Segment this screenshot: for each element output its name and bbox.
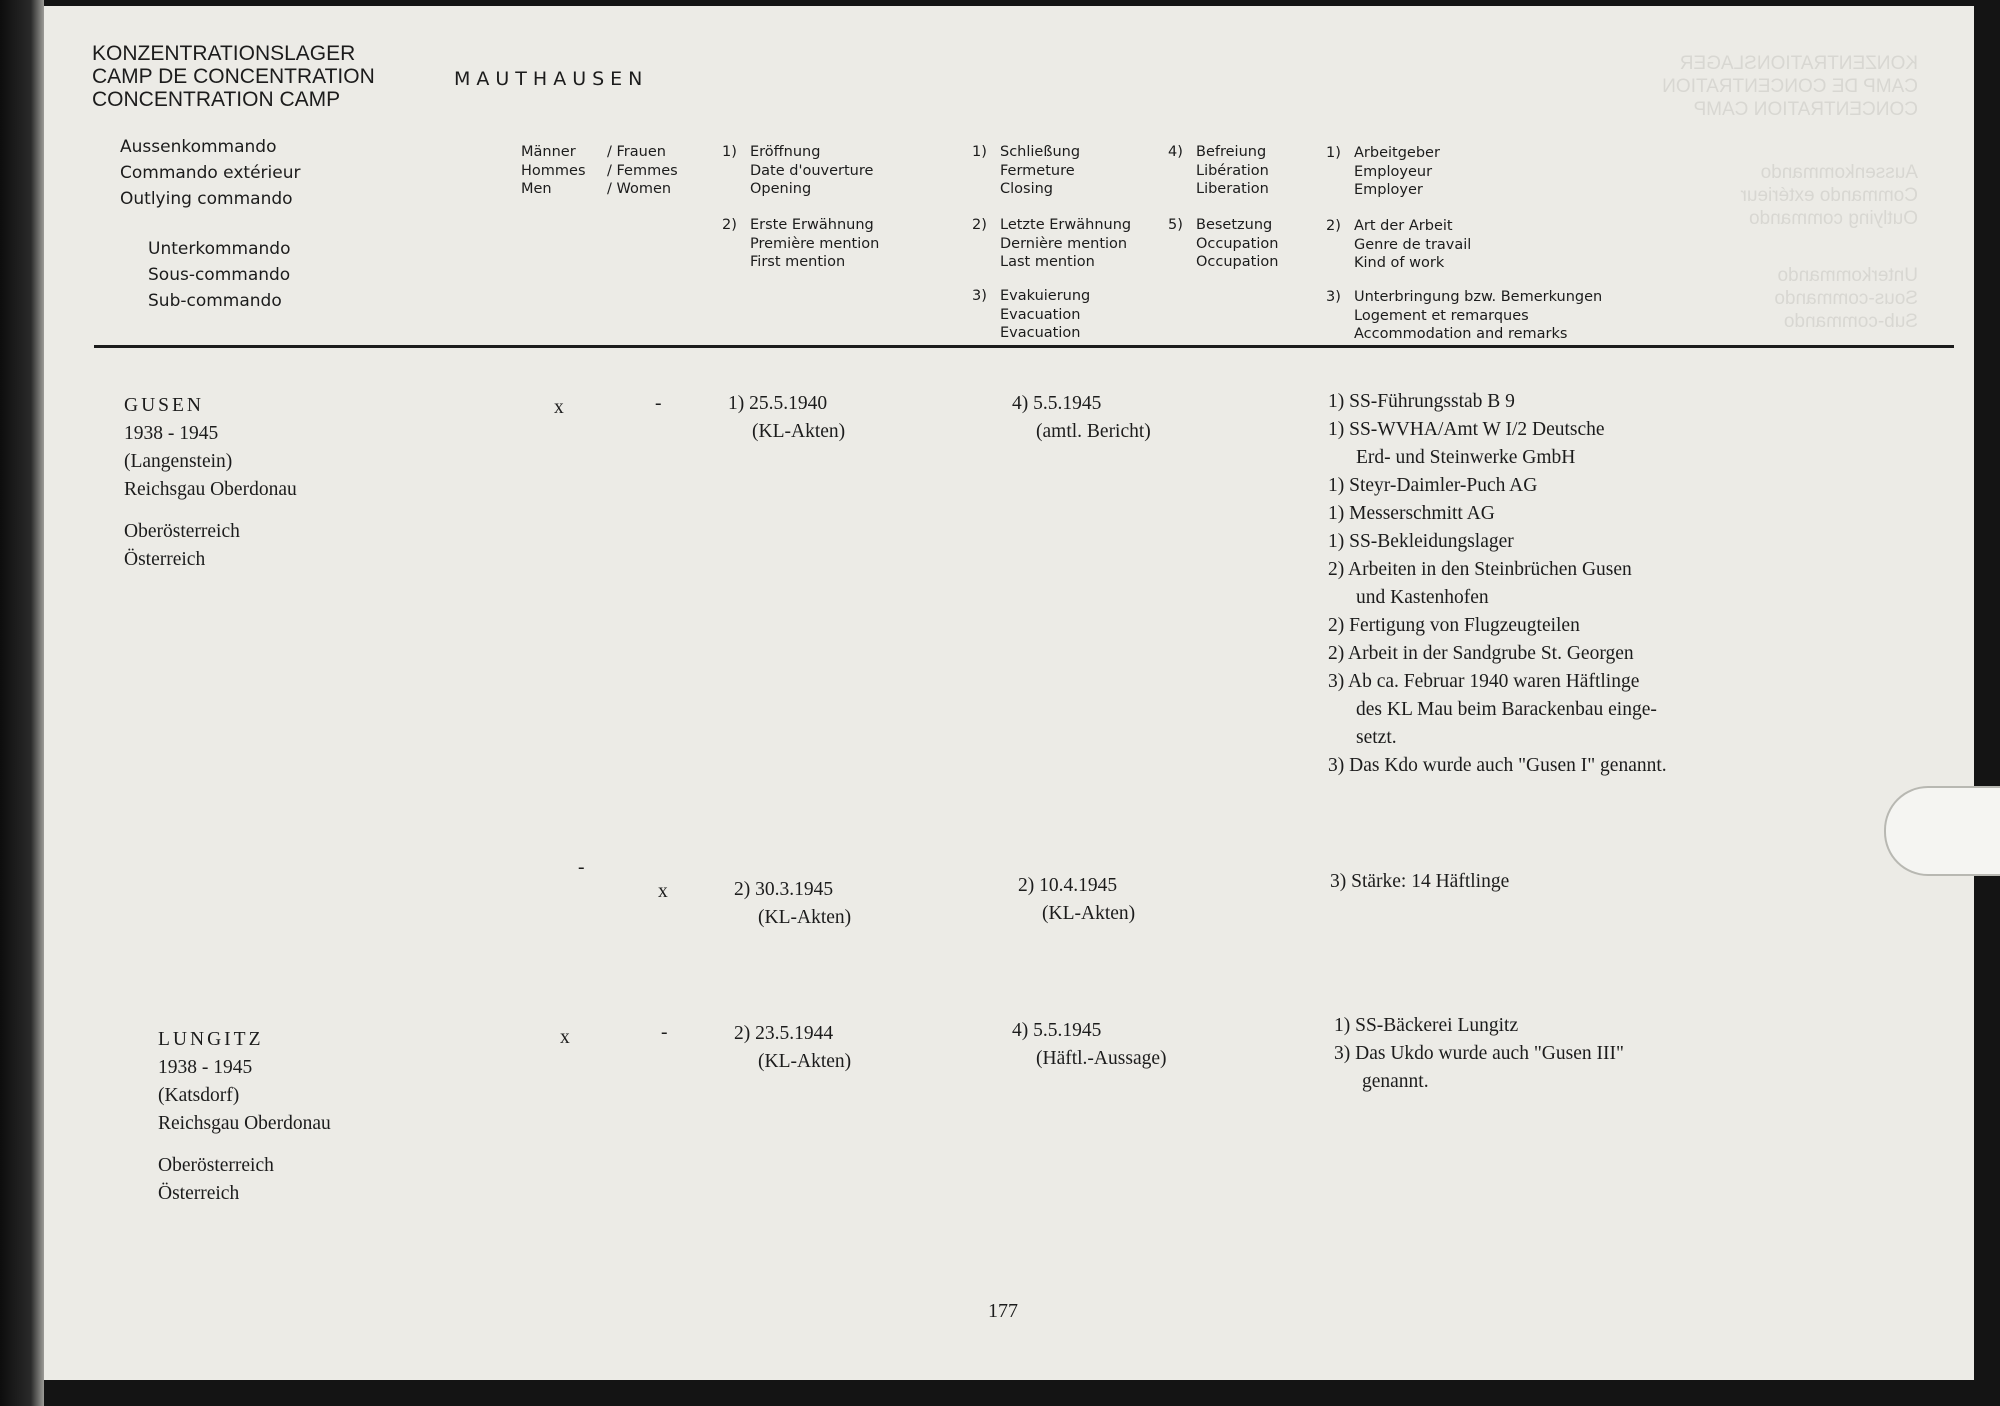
remark-line: 2) Arbeiten in den Steinbrüchen Gusen [1328, 559, 1632, 580]
entry-lungitz-location [158, 1026, 331, 1208]
entry-name: GUSEN [124, 395, 205, 416]
header-line: Evacuation [1000, 325, 1081, 341]
header-line: Employer [1354, 182, 1423, 198]
date-source: (KL-Akten) [758, 907, 852, 928]
ghost-line: Commando extérieur [1740, 185, 1918, 206]
header-line: Schließung [1000, 144, 1081, 160]
header-evacuation [972, 287, 1090, 343]
ghost-line: Aussenkommando [1760, 162, 1918, 183]
header-employer [1326, 144, 1440, 200]
header-line: Besetzung [1196, 217, 1273, 233]
entry-line: Österreich [158, 1183, 240, 1204]
aussen-line: Outlying commando [120, 189, 293, 209]
page-number: 177 [988, 1300, 1018, 1322]
header-line: Occupation [1196, 254, 1279, 270]
remark-line: Erd- und Steinwerke GmbH [1356, 447, 1576, 468]
camp-name: MAUTHAUSEN [454, 68, 649, 90]
title-line: KONZENTRATIONSLAGER [92, 42, 356, 65]
opening-date [728, 390, 845, 446]
ghost-line: CONCENTRATION CAMP [1693, 99, 1918, 120]
closing-date [1012, 390, 1151, 446]
header-num: 3) [1326, 289, 1341, 305]
women-mark: - [655, 393, 662, 414]
header-line: Arbeitgeber [1354, 145, 1440, 161]
title-line: CAMP DE CONCENTRATION [92, 65, 375, 88]
header-num: 1) [1326, 145, 1341, 161]
date-line: 2) 23.5.1944 [734, 1023, 834, 1044]
unter-line: Sub-commando [148, 291, 282, 311]
men-label: Men [521, 181, 552, 197]
remark-line: genannt. [1362, 1071, 1429, 1092]
header-line: Erste Erwähnung [750, 217, 874, 233]
remarks-gusen [1328, 388, 1667, 780]
header-line: Logement et remarques [1354, 307, 1529, 324]
remark-line: 2) Arbeit in der Sandgrube St. Georgen [1328, 643, 1634, 664]
header-first-mention [722, 216, 879, 272]
header-num: 3) [972, 288, 987, 304]
remark-line: setzt. [1356, 727, 1397, 748]
ghost-line: KONZENTRATIONSLAGER [1679, 53, 1918, 74]
women-mark: x [658, 881, 668, 902]
remarks-lungitz [1334, 1012, 1624, 1096]
remark-line: 2) Fertigung von Flugzeugteilen [1328, 615, 1580, 636]
header-line: Evacuation [1000, 306, 1081, 323]
entry-line: Reichsgau Oberdonau [158, 1113, 331, 1134]
header-accommodation [1326, 288, 1602, 344]
header-line: Fermeture [1000, 162, 1075, 179]
entry-line: 1938 - 1945 [124, 423, 219, 444]
first-mention-date [734, 1020, 851, 1076]
book-binding [0, 0, 44, 1406]
header-line: First mention [750, 254, 846, 270]
remark-line: 3) Das Kdo wurde auch "Gusen I" genannt. [1328, 755, 1667, 776]
remark-line: des KL Mau beim Barackenbau einge- [1356, 699, 1657, 720]
women-label: / Women [607, 181, 672, 197]
date-line: 4) 5.5.1945 [1012, 393, 1102, 414]
remark-strength: 3) Stärke: 14 Häftlinge [1330, 871, 1510, 892]
aussen-line: Commando extérieur [120, 163, 301, 183]
entry-line: Oberösterreich [124, 521, 240, 542]
women-label: / Frauen [607, 144, 666, 160]
page-title [92, 42, 375, 111]
header-line: Occupation [1196, 235, 1279, 252]
men-mark: x [554, 397, 564, 418]
header-line: Date d'ouverture [750, 162, 874, 179]
unter-line: Sous-commando [148, 265, 291, 285]
ghost-line: Sous-commando [1774, 288, 1918, 309]
title-line: CONCENTRATION CAMP [92, 88, 341, 111]
header-line: Libération [1196, 162, 1269, 179]
liberation-date [1012, 1017, 1167, 1073]
header-line: Evakuierung [1000, 288, 1091, 304]
header-line: Art der Arbeit [1354, 218, 1453, 234]
header-num: 4) [1168, 144, 1183, 160]
date-line: 1) 25.5.1940 [728, 393, 828, 414]
document-page [44, 6, 1974, 1380]
remark-line: 1) SS-WVHA/Amt W I/2 Deutsche [1328, 419, 1605, 440]
header-line: Genre de travail [1354, 236, 1472, 253]
men-women-header [521, 143, 678, 199]
date-line: 2) 30.3.1945 [734, 879, 834, 900]
header-line: Première mention [750, 235, 880, 252]
entry-line: Oberösterreich [158, 1155, 274, 1176]
date-source: (Häftl.-Aussage) [1036, 1048, 1167, 1069]
header-num: 2) [722, 217, 737, 233]
header-line: Dernière mention [1000, 235, 1128, 252]
remark-line: 1) Steyr-Daimler-Puch AG [1328, 475, 1538, 496]
header-num: 2) [972, 217, 987, 233]
header-line: Opening [750, 181, 812, 197]
ghost-line: Outlying commando [1749, 208, 1918, 229]
last-mention-date [1018, 872, 1135, 928]
header-liberation [1168, 143, 1269, 199]
date-source: (amtl. Bericht) [1036, 421, 1151, 442]
header-num: 5) [1168, 217, 1183, 233]
entry-line: (Langenstein) [124, 451, 233, 472]
women-mark: - [661, 1022, 668, 1043]
header-line: Employeur [1354, 163, 1433, 180]
header-kind-of-work [1326, 217, 1471, 273]
men-mark: x [560, 1027, 570, 1048]
aussen-line: Aussenkommando [120, 137, 277, 157]
bleed-through-text [1598, 52, 1918, 333]
page-tab-marker [1884, 786, 2000, 876]
header-occupation [1168, 216, 1278, 272]
date-source: (KL-Akten) [752, 421, 846, 442]
header-line: Unterbringung bzw. Bemerkungen [1354, 289, 1603, 305]
aussen-label [120, 134, 300, 212]
entry-line: 1938 - 1945 [158, 1057, 253, 1078]
header-num: 1) [722, 144, 737, 160]
header-line: Letzte Erwähnung [1000, 217, 1132, 233]
header-num: 2) [1326, 218, 1341, 234]
remark-line: 1) SS-Bekleidungslager [1328, 531, 1514, 552]
header-num: 1) [972, 144, 987, 160]
first-mention-date [734, 876, 851, 932]
header-rule [94, 345, 1954, 348]
ghost-line: Sub-commando [1783, 311, 1918, 332]
remark-line: 1) SS-Führungsstab B 9 [1328, 391, 1515, 412]
men-mark: - [578, 857, 585, 878]
date-source: (KL-Akten) [1042, 903, 1136, 924]
unter-line: Unterkommando [148, 239, 291, 259]
women-label: / Femmes [607, 162, 678, 179]
men-label: Hommes [521, 162, 586, 179]
entry-line: (Katsdorf) [158, 1085, 240, 1106]
header-line: Liberation [1196, 181, 1269, 197]
header-line: Last mention [1000, 254, 1095, 270]
ghost-line: Unterkommando [1777, 265, 1918, 286]
unter-label [148, 236, 290, 314]
header-opening [722, 143, 873, 199]
header-line: Accommodation and remarks [1354, 326, 1568, 342]
ghost-line: CAMP DE CONCENTRATION [1662, 76, 1918, 97]
men-label: Männer [521, 144, 576, 160]
header-line: Befreiung [1196, 144, 1267, 160]
date-line: 4) 5.5.1945 [1012, 1020, 1102, 1041]
entry-name: LUNGITZ [158, 1029, 264, 1050]
header-line: Kind of work [1354, 255, 1445, 271]
header-line: Closing [1000, 181, 1054, 197]
remark-line: 1) SS-Bäckerei Lungitz [1334, 1015, 1519, 1036]
remark-line: 3) Das Ukdo wurde auch "Gusen III" [1334, 1043, 1624, 1064]
entry-gusen-location [124, 392, 297, 574]
header-last-mention [972, 216, 1131, 272]
remark-line: 1) Messerschmitt AG [1328, 503, 1495, 524]
remark-line: und Kastenhofen [1356, 587, 1489, 608]
header-closing [972, 143, 1080, 199]
date-line: 2) 10.4.1945 [1018, 875, 1118, 896]
entry-line: Reichsgau Oberdonau [124, 479, 297, 500]
remark-line: 3) Ab ca. Februar 1940 waren Häftlinge [1328, 671, 1640, 692]
entry-line: Österreich [124, 549, 206, 570]
date-source: (KL-Akten) [758, 1051, 852, 1072]
header-line: Eröffnung [750, 144, 821, 160]
